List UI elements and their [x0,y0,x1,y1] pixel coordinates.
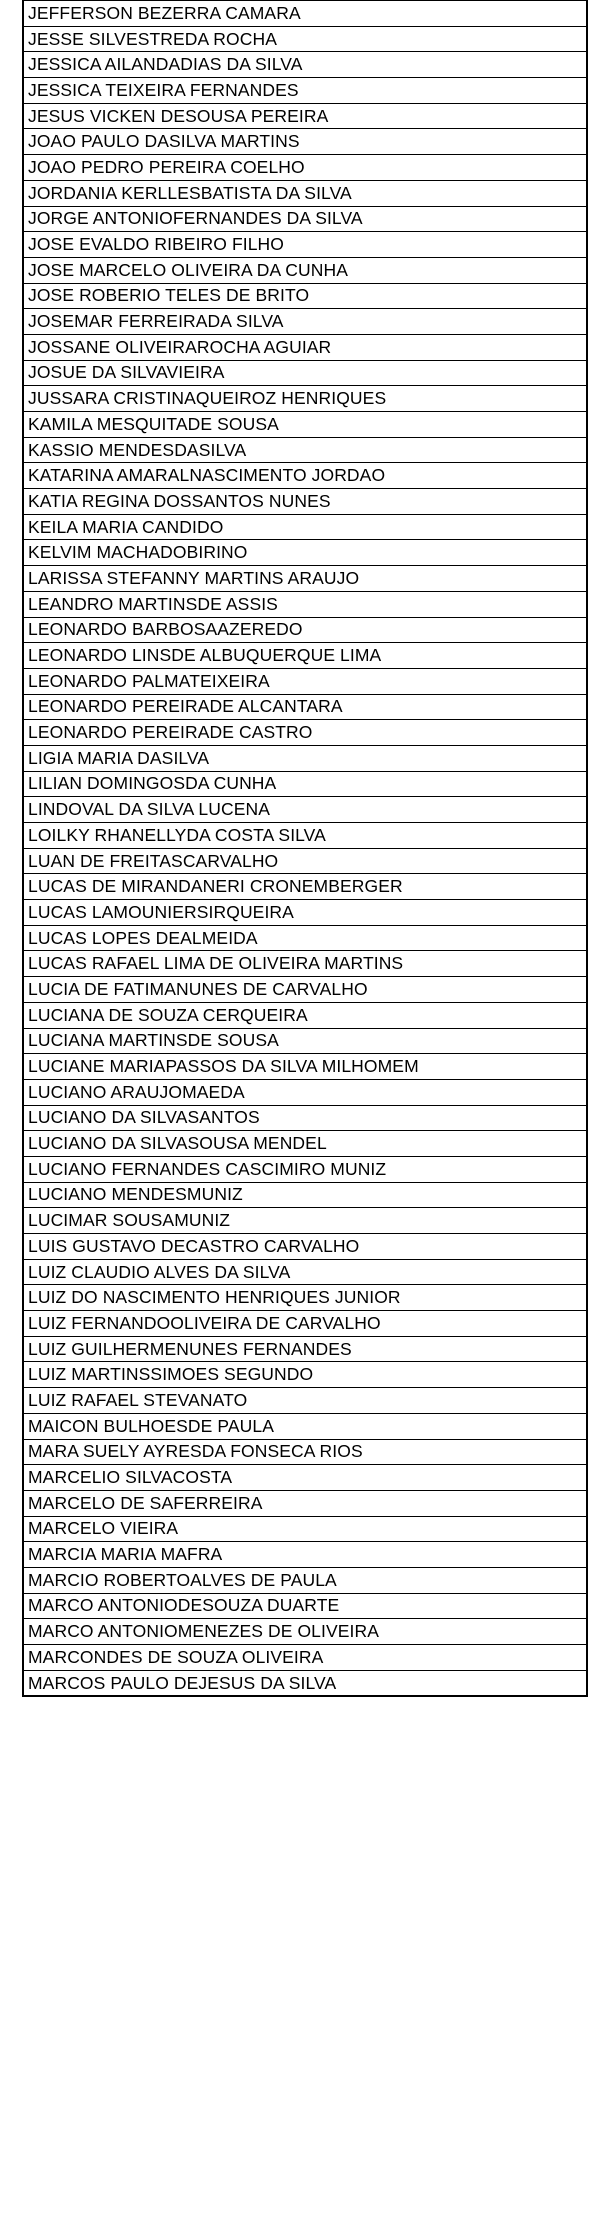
table-row: JOSE ROBERIO TELES DE BRITO [24,283,586,309]
table-row: JOSE EVALDO RIBEIRO FILHO [24,231,586,257]
table-row: LUCIMAR SOUSAMUNIZ [24,1207,586,1233]
table-row: LUCIANO DA SILVASANTOS [24,1105,586,1131]
table-row: LOILKY RHANELLYDA COSTA SILVA [24,822,586,848]
table-row: LILIAN DOMINGOSDA CUNHA [24,771,586,797]
table-row: LUCIANO MENDESMUNIZ [24,1182,586,1208]
table-row: LIGIA MARIA DASILVA [24,745,586,771]
table-row: MAICON BULHOESDE PAULA [24,1413,586,1439]
table-row: LEONARDO PEREIRADE ALCANTARA [24,694,586,720]
table-row: LUCAS RAFAEL LIMA DE OLIVEIRA MARTINS [24,950,586,976]
table-row: JESSICA AILANDADIAS DA SILVA [24,51,586,77]
table-row: JOAO PAULO DASILVA MARTINS [24,128,586,154]
table-row: MARCELO VIEIRA [24,1516,586,1542]
table-row: LUIS GUSTAVO DECASTRO CARVALHO [24,1233,586,1259]
table-row: LUCIANA DE SOUZA CERQUEIRA [24,1002,586,1028]
table-row: LUCIANO ARAUJOMAEDA [24,1079,586,1105]
table-row: LEONARDO BARBOSAAZEREDO [24,617,586,643]
table-row: LUIZ FERNANDOOLIVEIRA DE CARVALHO [24,1310,586,1336]
table-row: LUIZ RAFAEL STEVANATO [24,1387,586,1413]
table-row: LUIZ DO NASCIMENTO HENRIQUES JUNIOR [24,1284,586,1310]
table-row: JORDANIA KERLLESBATISTA DA SILVA [24,180,586,206]
table-row: MARA SUELY AYRESDA FONSECA RIOS [24,1439,586,1465]
table-row: MARCONDES DE SOUZA OLIVEIRA [24,1644,586,1670]
table-row: JUSSARA CRISTINAQUEIROZ HENRIQUES [24,385,586,411]
table-row: MARCELIO SILVACOSTA [24,1464,586,1490]
table-row: LUAN DE FREITASCARVALHO [24,848,586,874]
table-row: LEONARDO PALMATEIXEIRA [24,668,586,694]
table-row: MARCOS PAULO DEJESUS DA SILVA [24,1670,586,1696]
table-row: KATARINA AMARALNASCIMENTO JORDAO [24,462,586,488]
table-row: MARCO ANTONIOMENEZES DE OLIVEIRA [24,1618,586,1644]
table-row: JESSE SILVESTREDA ROCHA [24,26,586,52]
table-row: JEFFERSON BEZERRA CAMARA [24,0,586,26]
table-row: LUCIANO DA SILVASOUSA MENDEL [24,1130,586,1156]
table-row: LUCAS LOPES DEALMEIDA [24,925,586,951]
table-row: LUIZ GUILHERMENUNES FERNANDES [24,1336,586,1362]
table-row: JOSE MARCELO OLIVEIRA DA CUNHA [24,257,586,283]
table-row: JESSICA TEIXEIRA FERNANDES [24,77,586,103]
table-row: LINDOVAL DA SILVA LUCENA [24,796,586,822]
table-row: KEILA MARIA CANDIDO [24,514,586,540]
table-row: LARISSA STEFANNY MARTINS ARAUJO [24,565,586,591]
table-row: JOSEMAR FERREIRADA SILVA [24,308,586,334]
table-row: LUCAS DE MIRANDANERI CRONEMBERGER [24,873,586,899]
table-row: KASSIO MENDESDASILVA [24,437,586,463]
table-row: MARCO ANTONIODESOUZA DUARTE [24,1593,586,1619]
table-row: LUCIANO FERNANDES CASCIMIRO MUNIZ [24,1156,586,1182]
table-row: KELVIM MACHADOBIRINO [24,539,586,565]
table-row: LUIZ CLAUDIO ALVES DA SILVA [24,1259,586,1285]
table-row: JOAO PEDRO PEREIRA COELHO [24,154,586,180]
table-row: LUCIANA MARTINSDE SOUSA [24,1028,586,1054]
table-row: JORGE ANTONIOFERNANDES DA SILVA [24,206,586,232]
table-row: LUCAS LAMOUNIERSIRQUEIRA [24,899,586,925]
table-row: JOSSANE OLIVEIRAROCHA AGUIAR [24,334,586,360]
table-row: MARCELO DE SAFERREIRA [24,1490,586,1516]
table-row: LEANDRO MARTINSDE ASSIS [24,591,586,617]
table-row: LUCIANE MARIAPASSOS DA SILVA MILHOMEM [24,1053,586,1079]
table-row: JESUS VICKEN DESOUSA PEREIRA [24,103,586,129]
table-row: LEONARDO LINSDE ALBUQUERQUE LIMA [24,642,586,668]
table-row: KATIA REGINA DOSSANTOS NUNES [24,488,586,514]
table-row: MARCIO ROBERTOALVES DE PAULA [24,1567,586,1593]
table-row: LUCIA DE FATIMANUNES DE CARVALHO [24,976,586,1002]
table-row: KAMILA MESQUITADE SOUSA [24,411,586,437]
table-row: MARCIA MARIA MAFRA [24,1541,586,1567]
table-row: LEONARDO PEREIRADE CASTRO [24,719,586,745]
table-row: JOSUE DA SILVAVIEIRA [24,360,586,386]
name-list-table [22,0,588,1697]
table-row: LUIZ MARTINSSIMOES SEGUNDO [24,1361,586,1387]
